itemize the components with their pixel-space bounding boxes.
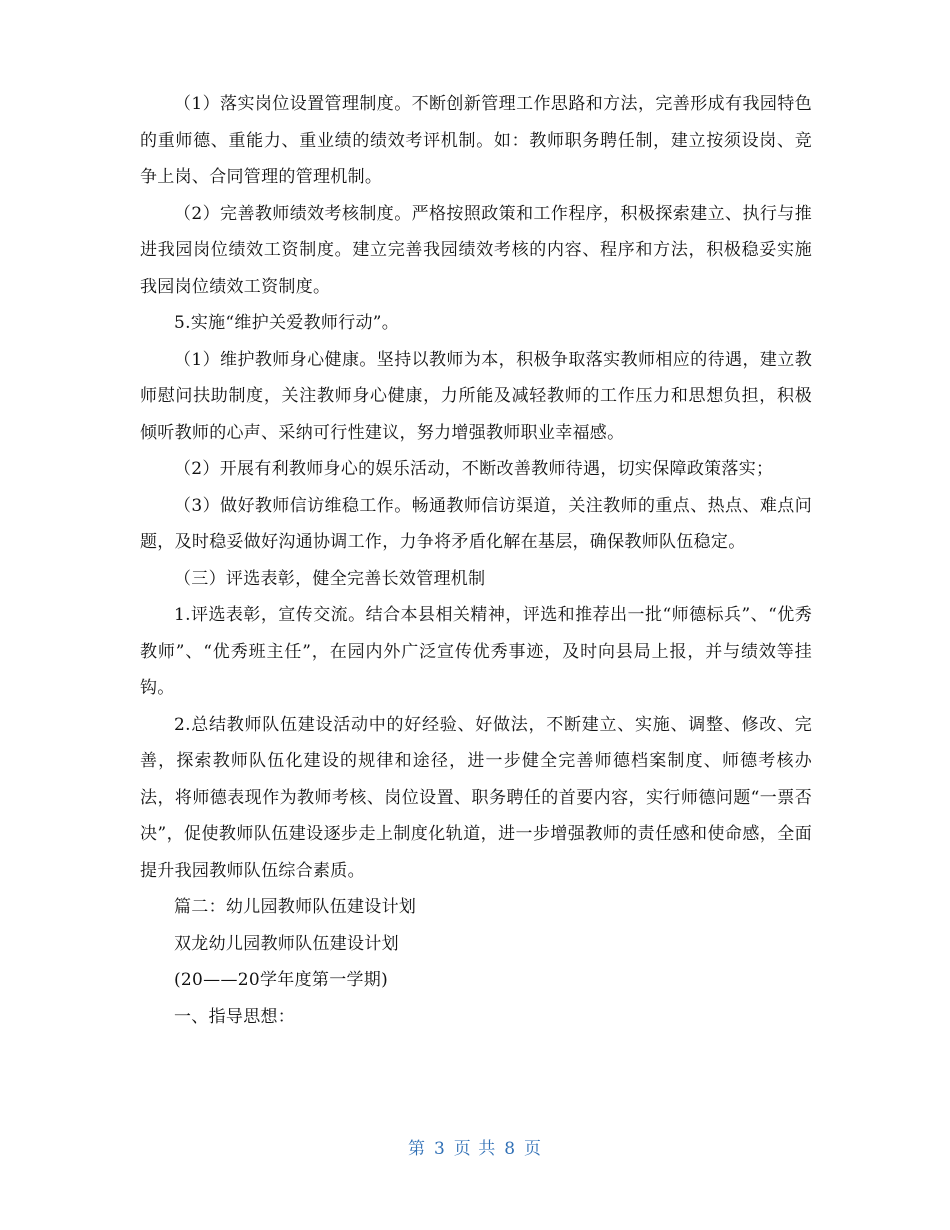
paragraph-2: （2）完善教师绩效考核制度。严格按照政策和工作程序，积极探索建立、执行与推进我园岗位绩效工资制度。建立完善我园绩效考核的内容、程序和方法，积极稳妥实施我园岗位绩效工资制度。 (140, 203, 812, 297)
document-body (140, 86, 812, 1035)
paragraph-7: 1.评选表彰，宣传交流。结合本县相关精神，评选和推荐出一批“师德标兵”、“优秀教师”、“优秀班主任”，在园内外广泛宣传优秀事迹，及时向县局上报，并与绩效等挂钩。 (140, 605, 812, 698)
paragraph-4: （1）维护教师身心健康。坚持以教师为本，积极争取落实教师相应的待遇，建立教师慰问扶助制度，关注教师身心健康，力所能及减轻教师的工作压力和思想负担，积极倾听教师的心声、采纳可行性建议，努力增强教师职业幸福感。 (140, 349, 812, 443)
page-footer (0, 1134, 950, 1159)
article-heading: 篇二：幼儿园教师队伍建设计划 (174, 897, 417, 917)
total-page-number: 8 (504, 1139, 517, 1159)
paragraph-8: 2.总结教师队伍建设活动中的好经验、好做法，不断建立、实施、调整、修改、完善，探索教师队伍化建设的规律和途径，进一步健全完善师德档案制度、师德考核办法，将师德表现作为教师考核、岗位设置、职务聘任的首要内容，实行师德问题“一票否决”，促使教师队伍建设逐步走上制度化轨道，进一步增强教师的责任感和使命感，全面提升我园教师队伍综合素质。 (140, 714, 812, 881)
paragraph-1: （1）落实岗位设置管理制度。不断创新管理工作思路和方法，完善形成有我园特色的重师德、重能力、重业绩的绩效考评机制。如：教师职务聘任制，建立按须设岗、竞争上岗、合同管理的管理机制。 (140, 94, 812, 187)
paragraph-5: （2）开展有利教师身心的娱乐活动，不断改善教师待遇，切实保障政策落实； (174, 459, 774, 479)
paragraph-6: （3）做好教师信访维稳工作。畅通教师信访渠道，关注教师的重点、热点、难点问题，及时稳妥做好沟通协调工作，力争将矛盾化解在基层，确保教师队伍稳定。 (140, 495, 812, 552)
paragraph-3: 5.实施“维护关爱教师行动”。 (174, 313, 400, 333)
footer-middle: 页 共 (453, 1139, 497, 1159)
plan-title: 双龙幼儿园教师队伍建设计划 (174, 933, 399, 954)
guiding-ideas-heading: 一、指导思想： (174, 1006, 296, 1027)
footer-prefix: 第 (407, 1139, 426, 1159)
section-heading: （三）评选表彰，健全完善长效管理机制 (174, 568, 486, 589)
footer-suffix: 页 (524, 1139, 543, 1159)
current-page-number: 3 (433, 1139, 446, 1159)
plan-period: (20——20学年度第一学期) (174, 970, 389, 990)
